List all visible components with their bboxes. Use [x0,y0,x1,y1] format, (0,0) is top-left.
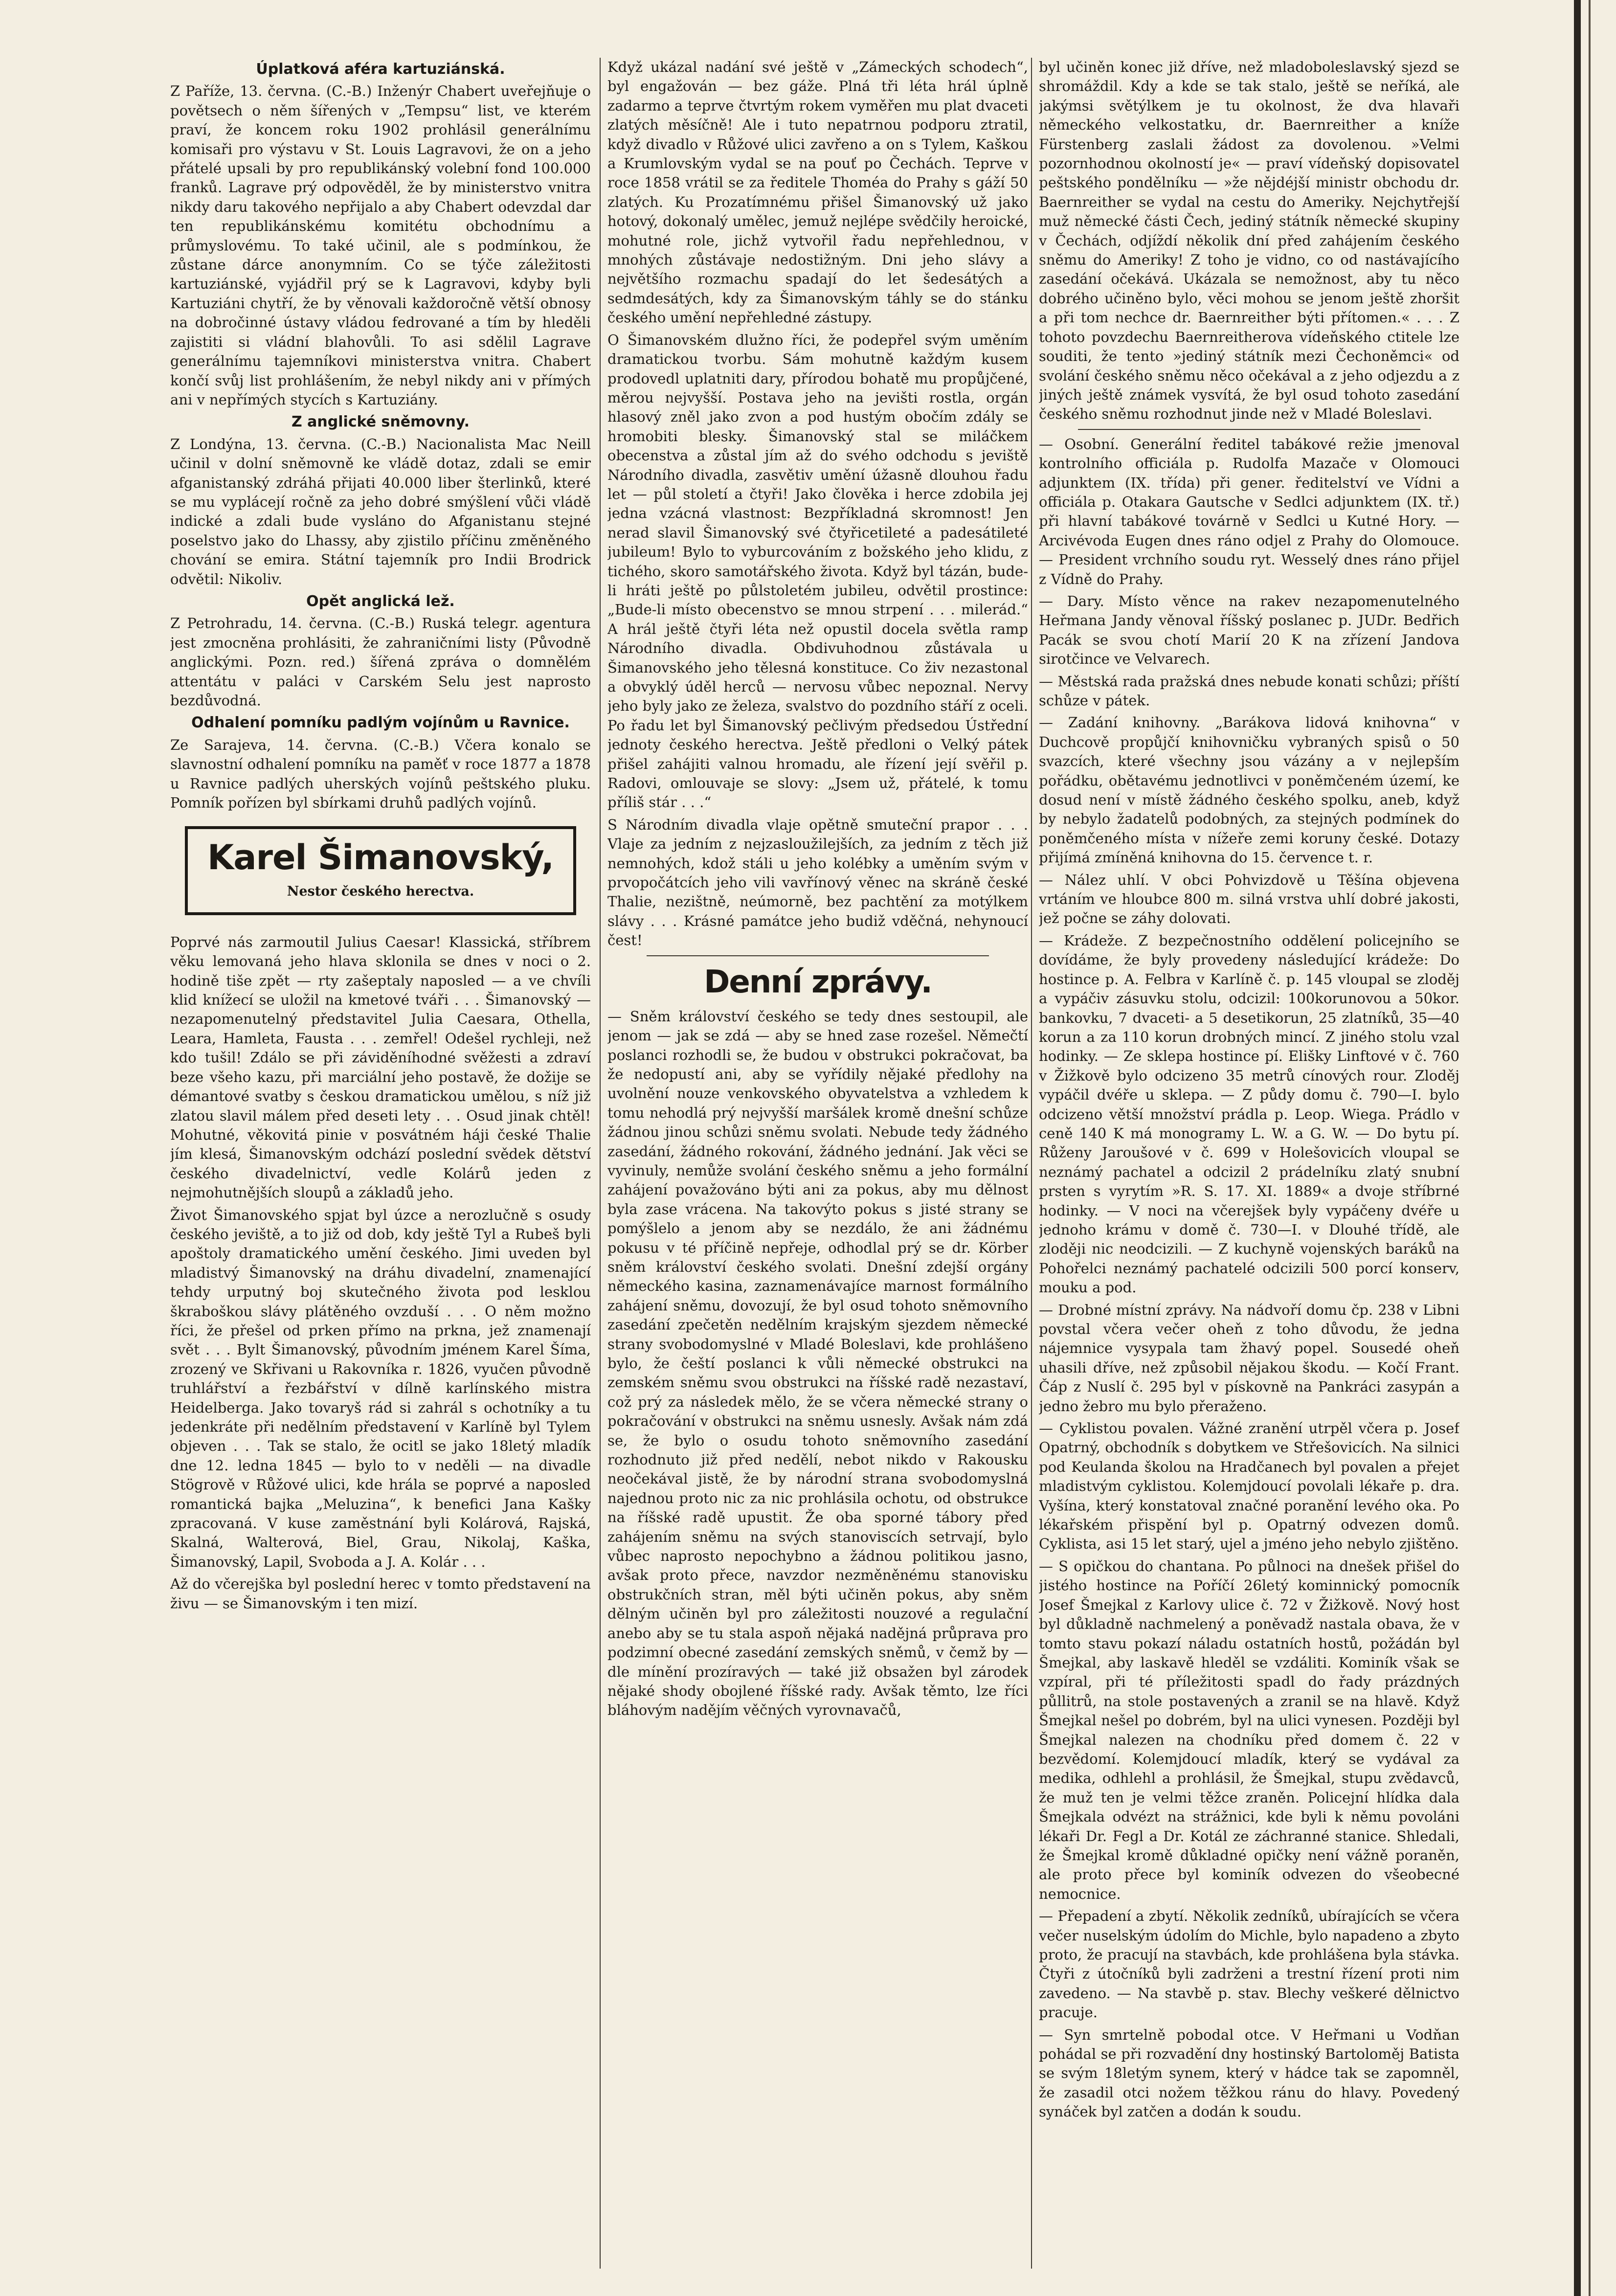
obituary-paragraph: Poprvé nás zarmoutil Julius Caesar! Klassická, stříbrem věku lemovaná jeho hlava sklonila se dnes v noci o 2. hodině tiše zpět — rty zašeptaly naposled — a ve chvíli klid knížecí se uložil na kmetové tváři . . . Šimanovský — nezapomenutelný představitel Julia Caesara, Othella, Leara, Hamleta, Fausta . . . zemřel! Odešel rychleji, než kdo tušil! Zdálo se při záviděníhodné svěžesti a zdraví beze všeho kazu, při marciální jeho postavě, že dožije se démantové svatby s českou dramatickou umělou, s níž již zlatou slavil málem před deseti lety . . . Osud jinak chtěl! Mohutné, věkovitá pinie v posvátném háji české Thalie jím klesá, Šimanovským odchází poslední svědek dětství českého divadelnictví, vedle Kolárů jeden z nejmohutnějších sloupů a základů jeho. [170,933,591,1201]
article-kartuzian: Z Paříže, 13. června. (C.-B.) Inženýr Chabert uveřejňuje o povětsech o něm šířených v „Tempsu“ list, ve kterém praví, že koncem roku 1902 prohlásil generálnímu komisaři pro výstavu v St. Louis Lagravovi, že on a jeho přátelé upsali by pro republikánský volební fond 100.000 franků. Lagrave prý odpověděl, že by ministerstvo vnitra nikdy daru takového nepřijalo a aby Chabert odevzdal dar ten republikánskému komitétu obchodnímu a průmyslovému. To také učinil, ale s podmínkou, že zůstane dárce anonymním. Co se týče záležitosti kartuziánské, vyjádřil prý se k Lagravovi, kdyby byli Kartuziáni chytří, že by věnovali každoročně větší obnosy na dobročinné ústavy vládou fedrované a tím by hleděli zajistiti si vládní blahovůli. To asi sdělil Lagrave generálnímu tajemníkovi ministerstva vnitra. Chabert končí svůj list prohlášením, že nebyl nikdy ani v přímých ani v nepřímých stycích s Kartuziány. [170,83,591,408]
column-2 [607,58,1028,2273]
news-item-drobne: — Drobné místní zprávy. Na nádvoří domu čp. 238 v Libni povstal včera večer oheň z toho důvodu, že jedna nájemnice vysypala tam žhavý popel. Sousedé oheň uhasili dříve, než způsobil nějakou škodu. — Kočí Frant. Čáp z Nuslí č. 295 byl v pískovně na Pankráci zasypán a jedno žebro mu bylo přeraženo. [1039,1301,1459,1415]
column-divider [600,58,601,2269]
news-item-rada: — Městská rada pražská dnes nebude konati schůzi; příští schůze v pátek. [1039,673,1459,709]
news-item-opickou: — S opičkou do chantana. Po půlnoci na dnešek přišel do jistého hostince na Poříčí 26letý kominnický pomocník Josef Šmejkal z Karlovy ulice č. 72 v Žižkově. Nový host byl důkladně nachmelený a poněvadž nastala obava, že v tomto stavu pokazí náladu ostatních hostů, požádán byl Šmejkal, aby laskavě hleděl se vzdáliti. Kominík však se vzpíral, při té příležitosti spadl do řady prázdných půllitrů, na stole postavených a zranil se na hlavě. Když Šmejkal nešel po dobrém, byl na ulici vynesen. Později byl Šmejkal nalezen na chodníku před domem č. 22 v bezvědomí. Kolemjdoucí mladík, který se vydával za medika, odhlehl a prohlásil, že Šmejkal, stupu zvědavců, že muž ten je velmi těžce zraněn. Policejní hlídka dala Šmejkala odvézt na strážnici, kde byli k němu povoláni lékaři Dr. Fegl a Dr. Kotál ze záchranné stanice. Shledali, že Šmejkal kromě důkladné opičky není vážně poraněn, ale proto přece byl kominík odvezen do všeobecné nemocnice. [1039,1557,1459,1902]
column-divider [1031,58,1032,2269]
article-lez: Z Petrohradu, 14. června. (C.-B.) Ruská telegr. agentura jest zmocněna prohlásiti, že zahraničními listy (Původně anglickými. Pozn. red.) šířená zpráva o domnělém attentátu v paláci v Carském Selu jest naprosto bezdůvodná. [170,615,591,709]
obituary-name: Karel Šimanovský, [207,837,554,878]
column-3 [1039,58,1459,2273]
news-item-dary: — Dary. Místo věnce na rakev nezapomenutelného Heřmana Jandy věnoval říšský poslanec p. JUDr. Bedřich Pacák se svou chotí Marií 20 K na zřízení Jandova sirotčince ve Velvarech. [1039,592,1459,668]
obituary-paragraph: Až do včerejška byl poslední herec v tomto představení na živu — se Šimanovským i ten mizí. [170,1576,591,1612]
obituary-paragraph: O Šimanovském dlužno říci, že podepřel svým uměním dramatickou tvorbu. Sám mohutně každým kusem prodovedl uplatniti dary, přírodou bohatě mu propůjčené, měrou nejvyšší. Postava jeho na jevišti rostla, orgán hlasový zněl jako zvon a pod hustým obočím zdály se hromobiti blesky. Šimanovský stal se miláčkem obecenstva a zůstal jím až do svého odchodu s jeviště Národního divadla, zasvětiv umění úžasně dlouhou řadu let — půl století a čtyři! Jako člověka i herce zdobila jej jedna vzácná vlastnost: Bezpříkladná skromnost! Jen nerad slavil Šimanovský své čtyřicetileté a padesátileté jubileum! Bylo to vyburcováním z božského jeho klidu, z tichého, skoro samotářského života. Když byl tázán, bude-li hráti ještě po půlstoletém jubileu, odvětil prostince: „Bude-li místo obecenstvo se mnou strpení . . . milerád.“ A hrál ještě čtyři léta než opustil docela světla ramp Národního divadla. Obdivuhodnou zůstávala u Šimanovského jeho tělesná konstituce. Co živ nezastonal a obvyklý úděl herců — nervosu vůbec nepoznal. Nervy jeho byly jako ze železa, svalstvo do pozdního stáří z oceli. Po řadu let byl Šimanovský pečlivým předsedou Ústřední jednoty českého herectva. Ještě předloni o Velký pátek přišel zahájiti valnou hromadu, ale řízení její svěřil p. Radovi, omlouvaje se slovy: „Jsem už, přátelé, k tomu příliš stár . . .“ [607,331,1028,811]
news-item-uhli: — Nález uhlí. V obci Pohvizdově u Těšína objevena vrtáním ve hloubce 800 m. silná vrstva uhlí dobré jakosti, jež počne se záhy dolovati. [1039,871,1459,927]
obituary-box [185,826,576,915]
news-item-kradeze: — Krádeže. Z bezpečnostního oddělení policejního se dovídáme, že byly provedeny následující krádeže: Do hostince p. A. Felbra v Karlíně č. p. 145 vloupal se zloděj a vypáčiv zásuvku stolu, odcizil: 100korunovou a 50kor. bankovku, 7 dvaceti- a 5 desetikorun, 25 zlatníků, 35—40 korun a za 110 korun drobných mincí. Z jiného stolu vzal hodinky. — Ze sklepa hostince pí. Elišky Linftové v č. 760 v Žižkově bylo odcizeno 35 metrů cínových rour. Zloděj vypáčil dvéře u sklepa. — Z půdy domu č. 790—I. bylo odcizeno větší množství prádla p. Leop. Wiega. Prádlo v ceně 140 K má monogramy L. W. a G. W. — Do bytu pí. Růženy Jaroušové v č. 699 v Holešovicích vloupal se neznámý pachatel a odcizil 2 prádelníku zlatý snubní prsten s vyrytím »R. S. 17. XI. 1889« a dvoje stříbrné hodinky. — V noci na včerejšek byly vypáčeny dvéře u jednoho krámu v domě č. 730—I. v Dlouhé třídě, ale zloději nic neodcizili. — Z kuchyně vojenských baráků na Pohořelci neznámý pachatelé odcizili 500 porcí konserv, mouku a pod. [1039,932,1459,1296]
article-snem-continued: byl učiněn konec již dříve, než mladoboleslavský sjezd se shromáždil. Kdy a kde se tak stalo, ještě se neříká, ale jakýmsi světýlkem je tu okolnost, že dva hlavaři německého velkostatku, dr. Baernreither a kníže Fürstenberg zaslali žádost za dovolenou. »Velmi pozornhodnou okolností je« — praví vídeňský dopisovatel peštského pondělníku — »že nějdéjší ministr obchodu dr. Baernreither se vydal na cestu do Ameriky. Nejchytřejší muž německé části Čech, jediný státník německé skupiny v Čechách, odjíždí několik dní před zahájením českého sněmu do Ameriky! Z toho je vidno, co od nastávajícího zasedání očekává. Ukázala se nemožnost, aby tu něco dobrého učiněno bylo, věci mohou se jenom ještě zhoršit a při tom nechce dr. Baernreither býti přítomen.« . . . Z tohoto povzdechu Baernreitherova vídeňského ctitele lze souditi, že tento »jediný státník mezi Čechoněmci« od svolání českého sněmu něco očekával a z jeho odjezdu a z jiných ještě známek vysvítá, že byl osud tohoto zasedání českého sněmu rozhodnut jinde než v Mladé Boleslavi. [1039,59,1459,423]
obituary-paragraph: S Národním divadla vlaje opětně smuteční prapor . . . Vlaje za jedním z nejzasloužilejších, za jedním z těch již nemnohých, kdož stáli u jeho kolébky a uměním svým v prvopočátcích jeho vili vavřínový věnec na skráně české Thalie, nezištně, neúmorně, bez pachtění za motýlkem slávy . . . Krásné památce jeho budiž vděčná, nehynoucí čest! [607,816,1028,949]
heading-snemovna: Z anglické sněmovny. [291,413,470,431]
news-item-cyklista: — Cyklistou povalen. Vážné zranění utrpěl včera p. Josef Opatrný, obchodník s dobytkem ve Střešovicích. Na silnici pod Keulanda školou na Hradčanech byl povalen a přejet mladistvým cyklistou. Kolemjdoucí povolali lékaře p. dra. Vyšína, který konstatoval značné poranění levého oka. Po lékařském přispění byl p. Opatrný odvezen domů. Cyklista, asi 15 let starý, ujel a jméno jeho nebylo zjištěno. [1039,1420,1459,1553]
article-snemovna: Z Londýna, 13. června. (C.-B.) Nacionalista Mac Neill učinil v dolní sněmovně ke vládě dotaz, zdali se emir afganistanský zdráhá přijati 40.000 liber šterlinků, které se mu vyplácejí ročně za jeho dobré smýšlení vůči vládě indické a zdali bude vysláno do Afganistanu stejné poselstvo jako do Lhassy, aby zjistilo příčinu změněného chování se emira. Státní tajemník pro Indii Brodrick odvětil: Nikoliv. [170,435,591,587]
news-item-prepadeni: — Přepadení a zbytí. Několik zedníků, ubírajících se včera večer nuselským údolím do Michle, bylo napadeno a zbyto proto, že pracují na stavbách, kde prohlášena byla stávka. Čtyři z útočníků byli zadrženi a trestní řízení proti nim zavedeno. — Na stavbě p. stav. Blechy veškeré dělnictvo pracuje. [1039,1908,1459,2021]
obituary-paragraph: Život Šimanovského spjat byl úzce a nerozlučně s osudy českého jeviště, a to již od dob, kdy ještě Tyl a Rubeš byli apoštoly dramatického umění českého. Jimi uveden byl mladistvý Šimanovský na dráhu divadelní, znamenající tehdy urputný boj skutečného života pod lesklou škraboškou slávy plátěného ovzduší . . . O něm možno říci, že přešel od prken přímo na prkna, jež znamenají svět . . . Bylt Šimanovský, původním jménem Karel Šíma, zrozený ve Skřivani u Rakovníka r. 1826, vyučen původně truhlářství a řezbářství v dílně karlínského mistra Heidelberga. Jako tovaryš rád si zahrál s ochotníky a tu jedenkráte při nedělním představení v Karlíně byl Tylem objeven . . . Tak se stalo, že ocitl se jako 18letý mladík dne 12. ledna 1845 — bylo to v neděli — na divadle Stögrově v Růžové ulici, kde hrála se poprvé a naposled romantická bajka „Meluzina“, k benefici Jana Kašky zpracovaná. V kuse zaměstnání byli Kolárová, Rajská, Skalná, Walterová, Biel, Grau, Nikolaj, Kaška, Šimanovský, Lapil, Svoboda a J. A. Kolár . . . [170,1206,591,1570]
section-divider [1078,429,1420,430]
news-item-osobni: — Osobní. Generální ředitel tabákové režie jmenoval kontrolního officiála p. Rudolfa Mazače v Olomouci adjunktem (IX. třída) při gener. ředitelství ve Vídni a officiála p. Otakara Gautsche v Sedlci adjunktem (IX. tř.) při hlavní tabákové továrně v Sedlci u Kutné Hory. — Arcivévoda Eugen dnes ráno odjel z Prahy do Olomouce. — President vrchního soudu ryt. Wesselý dnes ráno přijel z Vídně do Prahy. [1039,435,1459,587]
page-edge-rule [1589,0,1591,2296]
obituary-subtitle: Nestor českého herectva. [287,884,474,900]
news-item-knihovna: — Zadání knihovny. „Barákova lidová knihovna“ v Duchcově propůjčí knihovničku vybraných spisů o 50 svazcích, které všechny jsou vázány a v nejlepším pořádku, obětavému jednotlivci v poněmčeném území, ke dosud není v místě žádného českého spolku, aneb, když by nebylo žadatelů podobných, za stejných podmínek do poněmčeného místa v nížeře zemi koruny české. Dotazy přijímá zmíněná knihovna do 15. července t. r. [1039,714,1459,866]
section-divider [647,955,989,956]
article-snem: — Sněm království českého se tedy dnes sestoupil, ale jenom — jak se zdá — aby se hned zase rozešel. Němečtí poslanci rozhodli se, že budou v obstrukci pokračovat, ba že nedopustí ani, aby se vyřídily nějaké předlohy na uvolnění nouze venkovského obyvatelstva a vzhledem k tomu nehodlá prý nejvyšší maršálek kromě dnešní schůze žádnou jinou schůzi sněmu svolati. Nebude tedy žádného zasedání, žádného rokování, žádného jednání. Jak věci se vyvinuly, nemůže svolání českého sněmu a jeho formální zahájení považováno býti ani za pokus, aby mu dělnost byla zase vrácena. Na takovýto pokus s jisté strany se pomýšlelo a jenom aby se nezdálo, že ani žádnému pokusu v té příčině nepřeje, odhodlal prý se dr. Körber sněm království českého svolati. Dnešní zdejší orgány německého kasina, zaznamenávajíce marnost formálního zahájení sněmu, dovozují, že byl osud tohoto sněmovního zasedání zpečetěn nedělním krajským sjezdem německé strany svobodomyslné v Mladé Boleslavi, kde prohlášeno bylo, že čeští poslanci k vůli německé obstrukci na zemském sněmu svou obstrukci na říšské radě nezastaví, což prý za následek mělo, že se včera německé strany o pokračování v obstrukci na sněmu usnesly. Avšak nám zdá se, že bylo o osudu tohoto sněmovního zasedání rozhodnuto již před nedělí, nebot nikdo v Rakousku neočekával jistě, že by národní strana svobodomyslná najednou proto nic za nic prohlásila ochotu, od obstrukce na říšské radě upustit. Že oba sporné tábory před zahájením sněmu na svých stanoviscích setrvají, bylo vůbec naprosto nepochybno a žádnou politikou jasno, avšak proto přece, navzdor nezměněnému stanovisku obstrukčních stran, měl býti učiněn pokus, aby sněm dělným učiněn byl pro záležitosti nouzové a regulační anebo aby se tu stala aspoň nějaká nadějná průprava pro podzimní obecné zasedání zemských sněmů, v čemž by — dle mínění prozíravých — také již obsažen byl zárodek nějaké shody obojlené říšské rady. Avšak těmto, lze říci bláhovým nadějím věčných vyrovnavačů, [607,1008,1028,1719]
section-title-denni-zpravy: Denní zprávy. [704,964,932,1000]
heading-kartuzian: Úplatková aféra kartuziánská. [256,61,505,78]
heading-lez: Opět anglická lež. [306,592,455,610]
article-pomnik: Ze Sarajeva, 14. června. (C.-B.) Včera konalo se slavnostní odhalení pomníku na paměť v roce 1877 a 1878 u Ravnice padlých uherských vojínů peštského pluku. Pomník pořízen byl sbírkami druhů padlých vojínů. [170,736,591,811]
page-edge-rule [1574,0,1581,2296]
obituary-paragraph: Když ukázal nadání své ještě v „Zámeckých schodech“, byl engažován — bez gáže. Plná tři léta hrál úplně zadarmo a teprve čtvrtým rokem vyměřen mu plat dvaceti zlatých měsíčně! Ale i tuto nepatrnou podporu ztratil, když divadlo v Růžové ulici zavřeno a on s Tylem, Kaškou a Krumlovským vydal se na pouť po Čechách. Teprve v roce 1858 vrátil se za ředitele Thoméa do Prahy s gáží 50 zlatých. Ku Prozatímnému přišel Šimanovský už jako hotový, dokonalý umělec, jemuž nejlépe svědčily heroické, mohutné role, jichž vytvořil řadu nepřehlednou, v mnohých zůstávaje nedostižným. Dni jeho slávy a největšího rozmachu spadají do let šedesátých a sedmdesátých, kdy za Šimanovským táhly se do stánku českého umění nepřehledné zástupy. [607,59,1028,326]
column-1 [170,58,591,2273]
heading-pomnik: Odhalení pomníku padlým vojínům u Ravnice. [191,714,570,732]
news-item-syn: — Syn smrtelně pobodal otce. V Heřmani u Vodňan pohádal se při rozvadění dny hostinský Bartoloměj Batista se svým 18letým synem, který v hádce tak se zapomněl, že zasadil otci nožem těžkou ránu do hlavy. Povedený synáček byl zatčen a dodán k soudu. [1039,2026,1459,2120]
